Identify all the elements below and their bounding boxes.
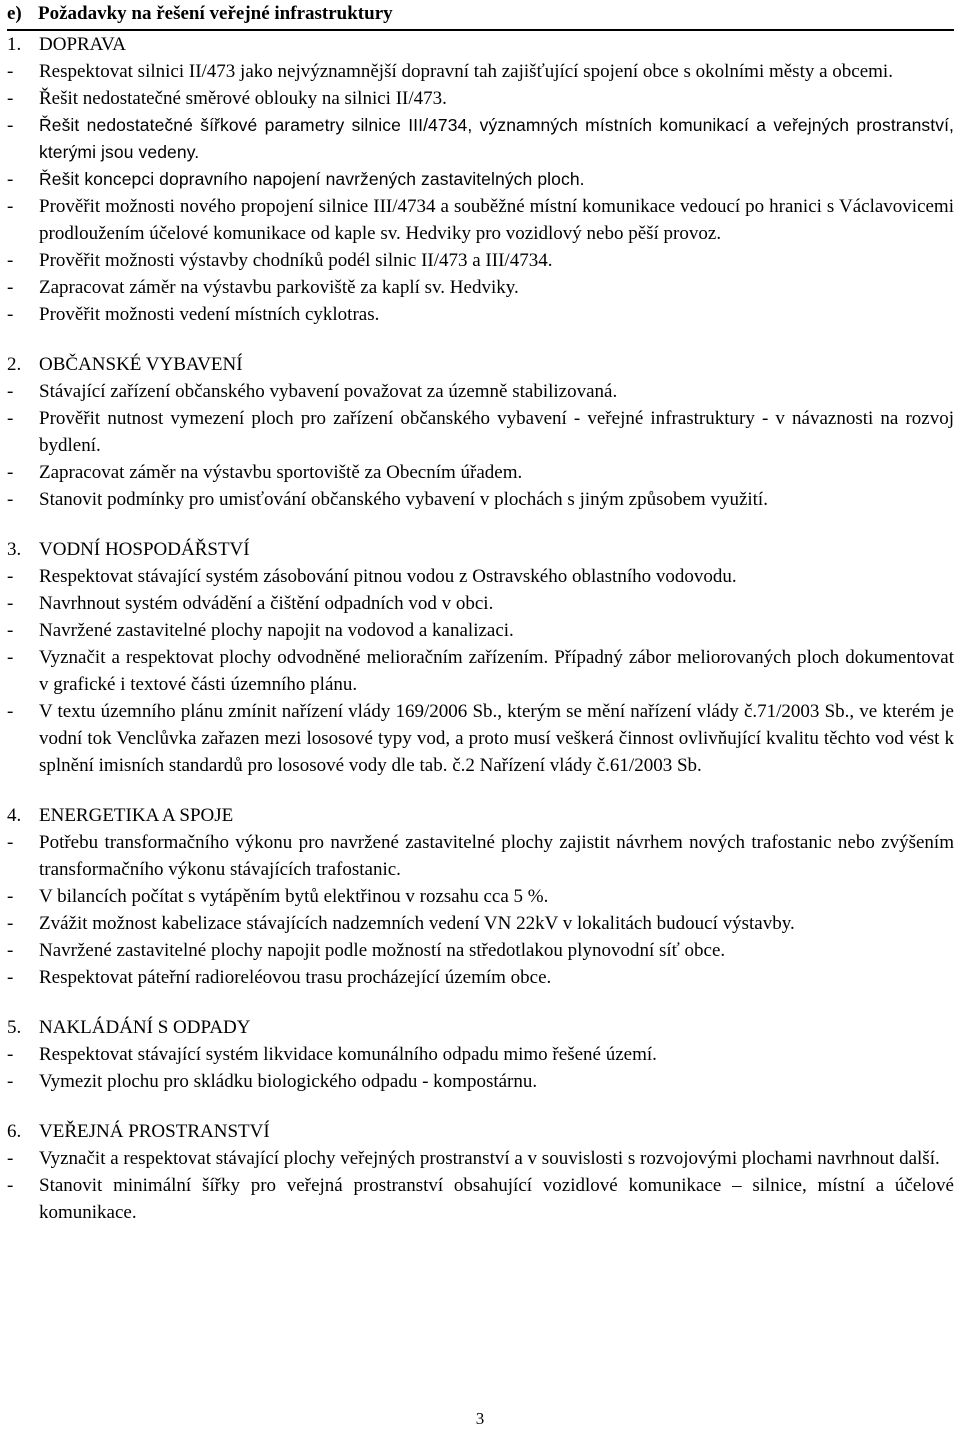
list-item-text: V bilancích počítat s vytápěním bytů elektřinou v rozsahu cca 5 %.: [39, 886, 549, 907]
list-bullet: -: [7, 381, 14, 402]
section-number: 2.: [7, 354, 22, 375]
list-item: [7, 378, 954, 405]
section: [7, 1014, 954, 1095]
chapter-heading: [7, 0, 954, 31]
list-item-text: Respektovat stávající systém likvidace komunálního odpadu mimo řešené území.: [39, 1044, 657, 1065]
list-item-text: Navržené zastavitelné plochy napojit na vodovod a kanalizaci.: [39, 620, 514, 641]
list-bullet: -: [7, 61, 14, 82]
list-item: [7, 698, 954, 779]
list-item: [7, 486, 954, 513]
section: [7, 802, 954, 991]
section: [7, 31, 954, 328]
section-title: [7, 802, 954, 829]
list-bullet: -: [7, 462, 14, 483]
list-bullet: -: [7, 940, 14, 961]
section-title: [7, 536, 954, 563]
page-number: 3: [475, 1409, 485, 1428]
section-number: 1.: [7, 34, 22, 55]
section-number: 5.: [7, 1017, 22, 1038]
list-bullet: -: [7, 566, 14, 587]
section-number: 4.: [7, 805, 22, 826]
list-item: [7, 590, 954, 617]
list-item-text: Stanovit podmínky pro umisťování občanského vybavení v plochách s jiným způsobem využití.: [39, 489, 768, 510]
chapter-title: Požadavky na řešení veřejné infrastruktury: [38, 3, 393, 24]
list-item: [7, 1068, 954, 1095]
chapter-letter: e): [7, 3, 22, 24]
sections-container: [7, 31, 954, 1226]
section-title-text: VODNÍ HOSPODÁŘSTVÍ: [39, 539, 250, 560]
list-item: [7, 644, 954, 698]
list-bullet: -: [7, 250, 14, 271]
list-bullet: -: [7, 832, 14, 853]
list-item: [7, 166, 954, 193]
list-item-text: Zvážit možnost kabelizace stávajících nadzemních vedení VN 22kV v lokalitách budoucí výstavby.: [39, 913, 795, 934]
list-bullet: -: [7, 913, 14, 934]
list-item-text: Řešit nedostatečné směrové oblouky na silnici II/473.: [39, 88, 447, 109]
list-item-text: Zapracovat záměr na výstavbu sportoviště za Obecním úřadem.: [39, 462, 523, 483]
list-bullet: -: [7, 593, 14, 614]
list-bullet: -: [7, 967, 14, 988]
list-item-text: Prověřit možnosti výstavby chodníků podél silnic II/473 a III/4734.: [39, 250, 553, 271]
list-item-text: Vymezit plochu pro skládku biologického odpadu - kompostárnu.: [39, 1071, 538, 1092]
list-item: [7, 193, 954, 247]
list-item: [7, 112, 954, 166]
list-item-text: Vyznačit a respektovat plochy odvodněné melioračním zařízením. Případný zábor meliorovaných ploch dokumentovat v grafické i textové části územního plánu.: [39, 647, 954, 695]
section-number: 6.: [7, 1121, 22, 1142]
list-item-text: Prověřit možnosti vedení místních cyklotras.: [39, 304, 380, 325]
section-title: [7, 351, 954, 378]
list-item-text: Respektovat páteřní radioreléovou trasu procházející územím obce.: [39, 967, 552, 988]
section: [7, 536, 954, 779]
list-item: [7, 829, 954, 883]
list-bullet: -: [7, 115, 14, 136]
list-item-text: Stanovit minimální šířky pro veřejná prostranství obsahující vozidlové komunikace – silnice, místní a účelové komunikace.: [39, 1175, 954, 1223]
list-bullet: -: [7, 88, 14, 109]
section: [7, 1118, 954, 1226]
list-item: [7, 459, 954, 486]
list-item-text: Respektovat stávající systém zásobování pitnou vodou z Ostravského oblastního vodovodu.: [39, 566, 737, 587]
section-title: [7, 1014, 954, 1041]
list-bullet: -: [7, 1148, 14, 1169]
section-title: [7, 31, 954, 58]
list-item: [7, 58, 954, 85]
list-item-text: Zapracovat záměr na výstavbu parkoviště za kaplí sv. Hedviky.: [39, 277, 519, 298]
list-bullet: -: [7, 408, 14, 429]
list-bullet: -: [7, 701, 14, 722]
list-item-text: Navržené zastavitelné plochy napojit podle možností na středotlakou plynovodní síť obce.: [39, 940, 726, 961]
list-bullet: -: [7, 304, 14, 325]
list-item: [7, 883, 954, 910]
list-item: [7, 964, 954, 991]
section-number: 3.: [7, 539, 22, 560]
section-title-text: VEŘEJNÁ PROSTRANSTVÍ: [39, 1121, 270, 1142]
list-bullet: -: [7, 489, 14, 510]
list-item: [7, 1041, 954, 1068]
document-page: [7, 0, 954, 1226]
list-bullet: -: [7, 1044, 14, 1065]
list-bullet: -: [7, 1071, 14, 1092]
list-item-text: Řešit koncepci dopravního napojení navržených zastavitelných ploch.: [39, 169, 585, 189]
list-bullet: -: [7, 647, 14, 668]
section-title-text: NAKLÁDÁNÍ S ODPADY: [39, 1017, 251, 1038]
list-bullet: -: [7, 196, 14, 217]
list-item: [7, 85, 954, 112]
list-item-text: Stávající zařízení občanského vybavení považovat za územně stabilizovaná.: [39, 381, 618, 402]
section-title-text: OBČANSKÉ VYBAVENÍ: [39, 354, 243, 375]
list-bullet: -: [7, 169, 14, 190]
list-item-text: Potřebu transformačního výkonu pro navržené zastavitelné plochy zajistit návrhem nových trafostanic nebo zvýšením transformačního výkonu stávajících trafostanic.: [39, 832, 954, 880]
list-bullet: -: [7, 886, 14, 907]
list-bullet: -: [7, 620, 14, 641]
list-item: [7, 563, 954, 590]
section-title-text: ENERGETIKA A SPOJE: [39, 805, 234, 826]
list-item-text: Vyznačit a respektovat stávající plochy veřejných prostranství a v souvislosti s rozvojovými plochami navrhnout další.: [39, 1148, 940, 1169]
list-item: [7, 910, 954, 937]
list-item: [7, 405, 954, 459]
list-item: [7, 617, 954, 644]
list-item: [7, 1145, 954, 1172]
list-item: [7, 301, 954, 328]
list-item-text: Řešit nedostatečné šířkové parametry silnice III/4734, významných místních komunikací a veřejných prostranství, kterými jsou vedeny.: [39, 115, 954, 162]
list-item-text: Prověřit možnosti nového propojení silnice III/4734 a souběžné místní komunikace vedoucí po hranici s Václavovicemi prodloužením účelové komunikace od kaple sv. Hedviky pro vozidlový nebo pěší provoz.: [39, 196, 954, 244]
list-item-text: V textu územního plánu zmínit nařízení vlády 169/2006 Sb., kterým se mění nařízení vlády č.71/2003 Sb., ve kterém je vodní tok Venclůvka zařazen mezi lososové typy vod, a proto musí veškerá činnost ovlivňující kvalitu těchto vod vést k splnění imisních standardů pro lososové vody dle tab. č.2 Nařízení vlády č.61/2003 Sb.: [39, 701, 954, 776]
list-item-text: Respektovat silnici II/473 jako nejvýznamnější dopravní tah zajišťující spojení obce s okolními městy a obcemi.: [39, 61, 893, 82]
list-item: [7, 937, 954, 964]
list-item: [7, 247, 954, 274]
list-bullet: -: [7, 1175, 14, 1196]
section: [7, 351, 954, 513]
section-title: [7, 1118, 954, 1145]
list-item-text: Prověřit nutnost vymezení ploch pro zařízení občanského vybavení - veřejné infrastruktury - v návaznosti na rozvoj bydlení.: [39, 408, 954, 456]
list-bullet: -: [7, 277, 14, 298]
list-item: [7, 1172, 954, 1226]
list-item-text: Navrhnout systém odvádění a čištění odpadních vod v obci.: [39, 593, 494, 614]
section-title-text: DOPRAVA: [39, 34, 126, 55]
list-item: [7, 274, 954, 301]
